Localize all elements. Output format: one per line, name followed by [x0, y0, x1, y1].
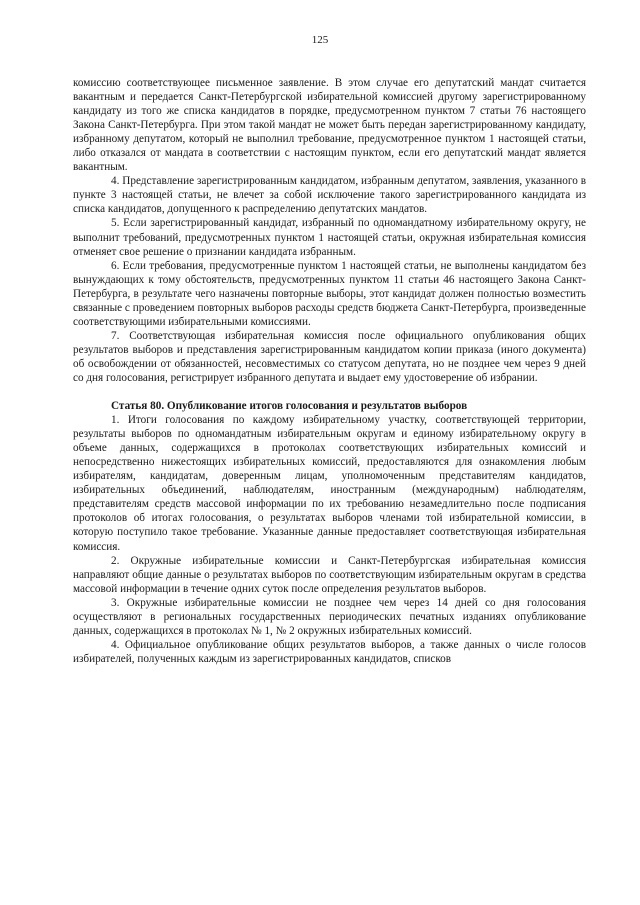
paragraph-item-5: 5. Если зарегистрированный кандидат, избранный по одномандатному избирательному округу, не выполнит требований, предусмотренных пунктом 1 настоящей статьи, окружная избирательная комиссия отменяет свое решение о признании кандидата избранным. [73, 217, 586, 258]
paragraph-item-4: 4. Представление зарегистрированным кандидатом, избранным депутатом, заявления, указанного в пункте 3 настоящей статьи, не влечет за собой исключение такого зарегистрированного кандидата из списка кандидатов, допущенного к распределению депутатских мандатов. [73, 175, 586, 216]
paragraph-continuation: комиссию соответствующее письменное заявление. В этом случае его депутатский мандат считается вакантным и передается Санкт-Петербургской избирательной комиссией другому зарегистрированному кандидату из того же списка кандидатов в порядке, предусмотренном пунктом 7 статьи 76 настоящего Закона Санкт-Петербурга. При этом такой мандат не может быть передан зарегистрированному кандидату, избранному депутатом, который не выполнил требование, предусмотренное пунктом 1 настоящей статьи, либо отказался от мандата в соответствии с настоящим пунктом, если его депутатский мандат является вакантным. [73, 77, 586, 174]
article-80-item-1: 1. Итоги голосования по каждому избирательному участку, соответствующей территории, результаты выборов по одномандатным избирательным округам и единому избирательному округу в объеме данных, содержащихся в протоколах соответствующих избирательных комиссий и непосредственно нижестоящих избирательных комиссий, предоставляются для ознакомления любым избирателям, кандидатам, доверенным лицам, уполномоченным представителям кандидатов, избирательных объединений, наблюдателям, иностранным (международным) наблюдателям, представителям средств массовой информации по их требованию незамедлительно после подписания протоколов об итогах голосования, о результатах выборов членами той избирательной комиссии, в которую поступило такое требование. Указанные данные предоставляет соответствующая избирательная комиссия. [73, 414, 586, 553]
article-80-item-4: 4. Официальное опубликование общих результатов выборов, а также данных о числе голосов избирателей, полученных каждым из зарегистрированных кандидатов, списков [73, 638, 586, 665]
article-80-item-2: 2. Окружные избирательные комиссии и Санкт-Петербургская избирательная комиссия направляют общие данные о результатах выборов по соответствующим избирательным округам в средства массовой информации в течение одних суток после определения результатов выборов. [73, 554, 586, 595]
article-heading: Статья 80. Опубликование итогов голосования и результатов выборов [111, 400, 468, 413]
document-body [73, 76, 586, 666]
article-80-item-3: 3. Окружные избирательные комиссии не позднее чем через 14 дней со дня голосования осуществляют в региональных государственных периодических печатных изданиях опубликование данных, содержащихся в протоколах № 1, № 2 окружных избирательных комиссий. [73, 596, 586, 637]
paragraph-item-7: 7. Соответствующая избирательная комиссия после официального опубликования общих результатов выборов и представления зарегистрированным кандидатом копии приказа (иного документа) об освобождении от обязанностей, несовместимых со статусом депутата, но не позднее чем через 9 дней со дня голосования, регистрирует избранного депутата и выдает ему удостоверение об избрании. [73, 329, 586, 384]
paragraph-item-6: 6. Если требования, предусмотренные пунктом 1 настоящей статьи, не выполнены кандидатом без вынуждающих к тому обстоятельств, предусмотренных пунктом 11 статьи 46 настоящего Закона Санкт-Петербурга, в результате чего назначены повторные выборы, этот кандидат должен полностью возместить связанные с проведением повторных выборов расходы средств бюджета Санкт-Петербурга, произведенные соответствующими избирательными комиссиями. [73, 259, 586, 328]
page-number: 125 [311, 34, 329, 46]
